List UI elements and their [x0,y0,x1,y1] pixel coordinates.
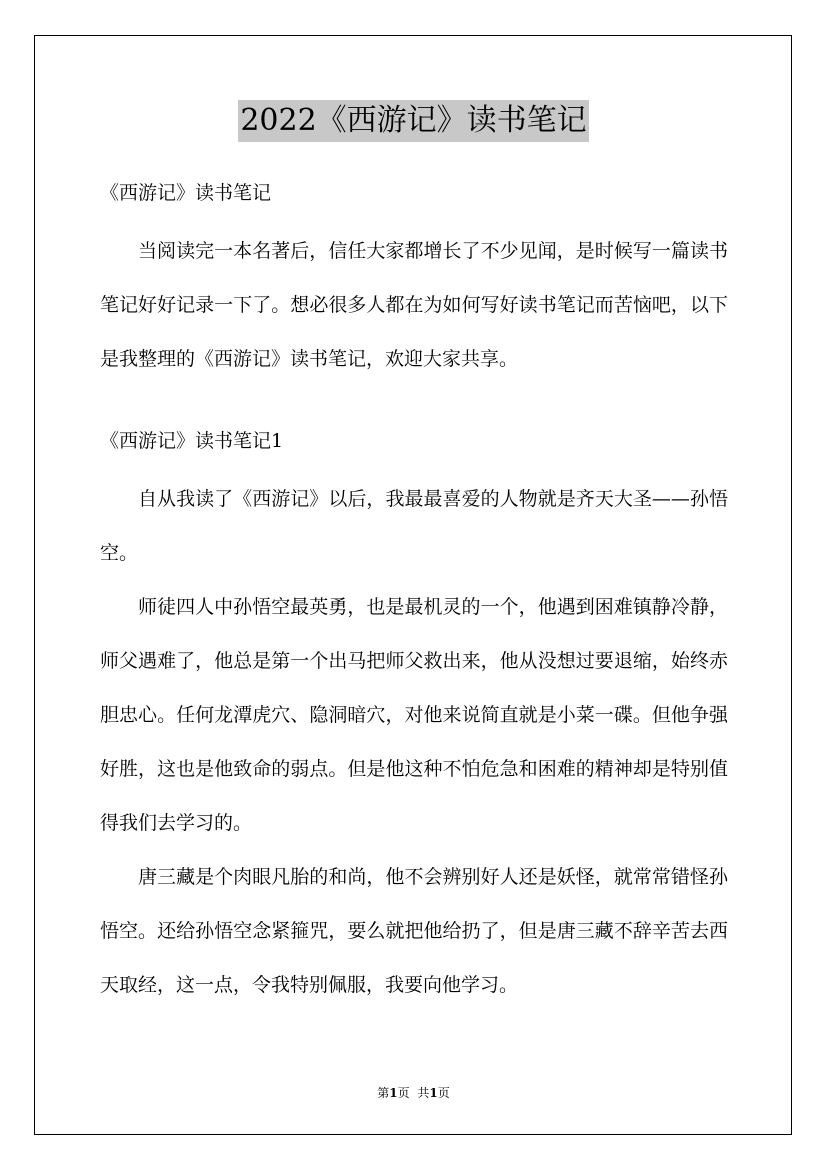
section1-paragraph-2: 师徒四人中孙悟空最英勇，也是最机灵的一个，他遇到困难镇静冷静，师父遇难了，他总是第一个出马把师父救出来，他从没想过要退缩，始终赤胆忠心。任何龙潭虎穴、隐洞暗穴，对他来说简直就是小菜一碟。但他争强好胜，这也是他致命的弱点。但是他这种不怕危急和困难的精神却是特别值得我们去学习的。 [100,596,728,834]
page-footer [0,1085,827,1101]
section1-paragraph-3: 唐三藏是个肉眼凡胎的和尚，他不会辨别好人还是妖怪，就常常错怪孙悟空。还给孙悟空念紧箍咒，要么就把他给扔了，但是唐三藏不辞辛苦去西天取经，这一点，令我特别佩服，我要向他学习。 [100,866,728,996]
footer-total-label: 页 [437,1086,450,1100]
document-title: 2022《西游记》读书笔记 [238,100,588,142]
footer-page-label: 页 [397,1086,410,1100]
intro-paragraph: 当阅读完一本名著后，信任大家都增长了不少见闻，是时候写一篇读书笔记好好记录一下了。想必很多人都在为如何写好读书笔记而苦恼吧，以下是我整理的《西游记》读书笔记，欢迎大家共享。 [100,240,728,370]
footer-page-total: 1 [429,1086,438,1100]
section1-heading: 《西游记》读书笔记1 [100,430,284,452]
intro-heading: 《西游记》读书笔记 [100,182,272,204]
spacer [100,214,728,224]
spacer [100,462,728,472]
footer-prefix: 第 [377,1086,390,1100]
document-body [100,172,728,1012]
footer-total-prefix: 共 [417,1086,430,1100]
section1-paragraph-1: 自从我读了《西游记》以后，我最最喜爱的人物就是齐天大圣——孙悟空。 [100,488,728,564]
title-container [0,100,827,142]
footer-page-current: 1 [389,1086,398,1100]
spacer [100,386,728,420]
